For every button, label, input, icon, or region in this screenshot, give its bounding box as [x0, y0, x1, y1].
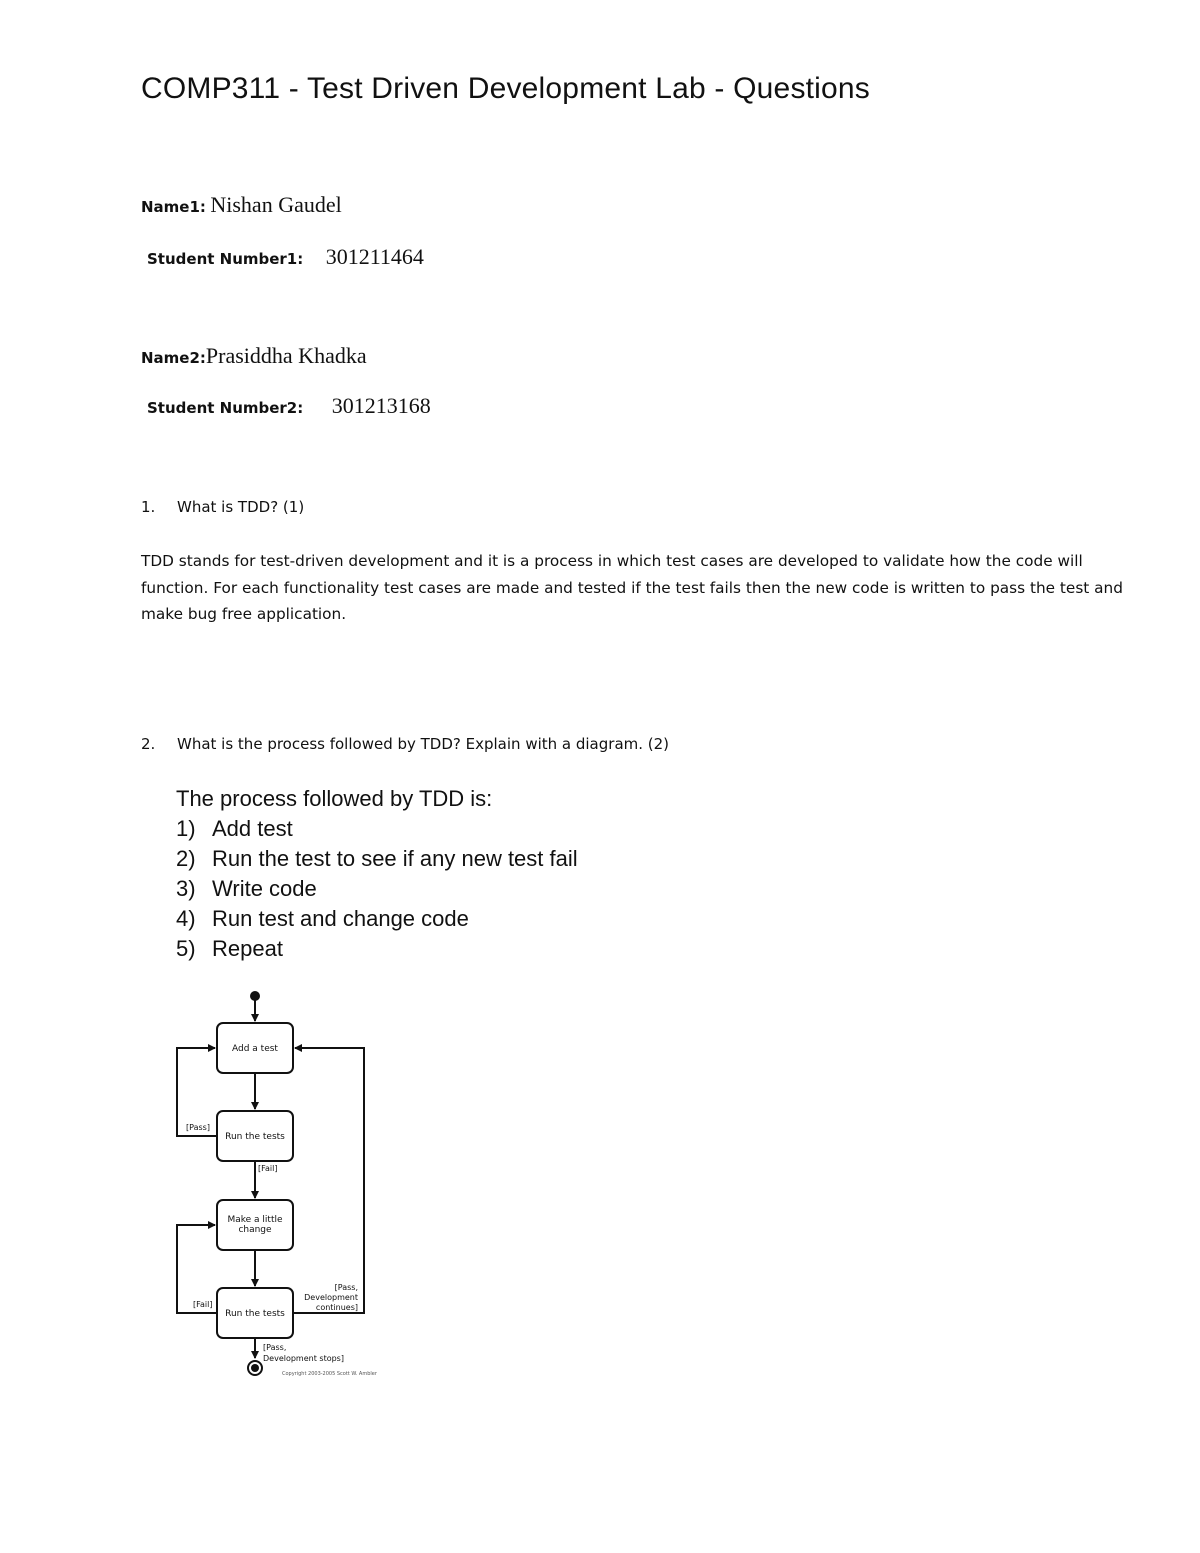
name2-label: Name2:	[141, 349, 206, 367]
question-1	[141, 498, 304, 517]
node-label: Run the tests	[225, 1132, 285, 1142]
process-step: 2) Run the test to see if any new test fail	[176, 846, 578, 871]
start-node	[250, 991, 260, 1001]
student-number2-label: Student Number2:	[147, 399, 304, 417]
process-intro: The process followed by TDD is:	[176, 786, 493, 811]
student-2-number-row	[147, 393, 431, 419]
question-2-number: 2.	[141, 735, 156, 753]
edge-label-pass: [Pass]	[186, 1123, 210, 1132]
process-step: 1) Add test	[176, 816, 293, 841]
process-steps	[176, 814, 578, 964]
name1-value: Nishan Gaudel	[210, 192, 342, 217]
end-node-core	[251, 1364, 259, 1372]
process-step: 5) Repeat	[176, 936, 283, 961]
edge-label-fail: [Fail]	[193, 1300, 213, 1309]
student-1-name-row	[141, 192, 342, 218]
student-number1-label: Student Number1:	[147, 250, 304, 268]
node-label: change	[238, 1225, 272, 1235]
page-title: COMP311 - Test Driven Development Lab - Questions	[141, 72, 871, 105]
question-1-text: What is TDD? (1)	[177, 498, 305, 516]
edge-label-pass-continues: [Pass,	[334, 1283, 358, 1292]
question-2-text: What is the process followed by TDD? Explain with a diagram. (2)	[177, 735, 670, 753]
edge-label-pass-stops: [Pass,	[263, 1343, 287, 1352]
student-2-name-row	[141, 343, 367, 369]
student-1-number-row	[147, 244, 424, 270]
node-label: Add a test	[232, 1044, 278, 1054]
process-step: 3) Write code	[176, 876, 317, 901]
name2-value: Prasiddha Khadka	[205, 343, 367, 368]
student-number1-value: 301211464	[325, 244, 424, 269]
question-1-number: 1.	[141, 498, 156, 516]
question-1-answer: TDD stands for test-driven development and it is a process in which test cases are developed to validate how the code will function. For each functionality test cases are made and tested if the test fails then the new code is written to pass the test and make bug free application.	[141, 552, 1123, 623]
question-2	[141, 735, 669, 754]
student-number2-value: 301213168	[331, 393, 431, 418]
edge-label-fail: [Fail]	[258, 1164, 278, 1173]
process-step: 4) Run test and change code	[176, 906, 469, 931]
tdd-flow-diagram	[170, 985, 390, 1385]
edge-label-pass-continues: Development	[304, 1293, 358, 1302]
edge-label-pass-stops: Development stops]	[263, 1354, 344, 1363]
continue-loop-arrow	[293, 1048, 364, 1313]
edge-label-pass-continues: continues]	[315, 1303, 358, 1312]
diagram-credit: Copyright 2003-2005 Scott W. Ambler	[282, 1371, 377, 1377]
name1-label: Name1:	[141, 198, 206, 216]
node-label: Make a little	[227, 1215, 283, 1225]
node-label: Run the tests	[225, 1309, 285, 1319]
